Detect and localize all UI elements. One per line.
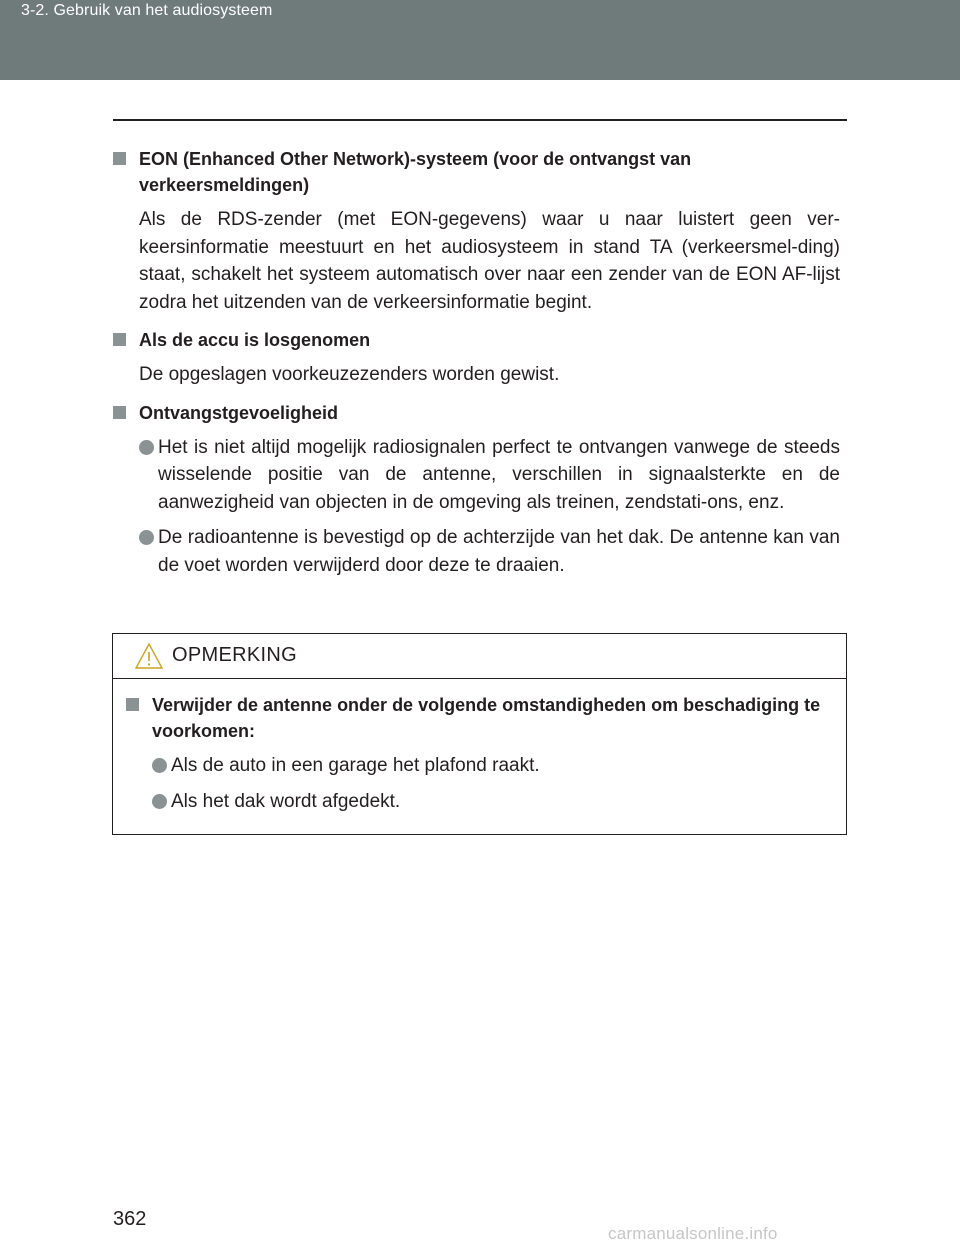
section-paragraph: Als de RDS-zender (met EON-gegevens) waar u naar luistert geen ver-keersinformatie meestuurt en het audiosysteem in stand TA (verkeersmel-ding) staat, schakelt het systeem automatisch over naar een zender van de EON AF-lijst zodra het uitzenden van de verkeersinformatie begint. [139,209,840,313]
list-item-text: De radioantenne is bevestigd op de achterzijde van het dak. De antenne kan van de voet worden verwijderd door deze te draaien. [158,527,840,576]
notice-box [112,633,847,835]
page-number: 362 [113,1208,147,1230]
square-bullet-icon [113,152,126,165]
round-bullet-icon [152,794,167,809]
watermark: carmanualsonline.info [608,1224,778,1243]
main-content [113,146,840,590]
notice-heading: Verwijder de antenne onder de volgende omstandigheden om beschadiging te voorkomen: [152,695,821,741]
list-item-text: Als de auto in een garage het plafond raakt. [171,755,540,776]
notice-title: OPMERKING [172,644,297,666]
warning-triangle-icon [134,642,164,670]
section-heading: Ontvangstgevoeligheid [139,402,339,423]
section-paragraph: De opgeslagen voorkeuzezenders worden gewist. [139,364,560,385]
round-bullet-icon [152,758,167,773]
section-heading: Als de accu is losgenomen [139,330,371,350]
section-accu [113,327,840,389]
square-bullet-icon [126,698,139,711]
list-item-text: Het is niet altijd mogelijk radiosignalen perfect te ontvangen vanwege de steeds wisselende positie van de antenne, verschillen in signaalsterkte en de aanwezigheid van objecten in de omgeving als treinen, zendstati-ons, enz. [158,436,840,513]
list-item [152,788,826,816]
section-ontvangst [113,400,840,580]
top-rule [113,119,847,121]
list-item [139,434,840,517]
list-item-text: Als het dak wordt afgedekt. [171,790,401,812]
round-bullet-icon [139,530,154,545]
round-bullet-icon [139,440,154,455]
chapter-title: 3-2. Gebruik van het audiosysteem [21,2,273,19]
section-eon [113,146,840,316]
section-heading: EON (Enhanced Other Network)-systeem (voor de ontvangst van verkeersmeldingen) [139,149,692,195]
notice-section [126,692,826,815]
list-item [139,524,840,579]
list-item [152,752,826,780]
square-bullet-icon [113,406,126,419]
notice-header [113,634,846,679]
square-bullet-icon [113,333,126,346]
page-header [0,0,960,80]
notice-body [126,692,826,826]
